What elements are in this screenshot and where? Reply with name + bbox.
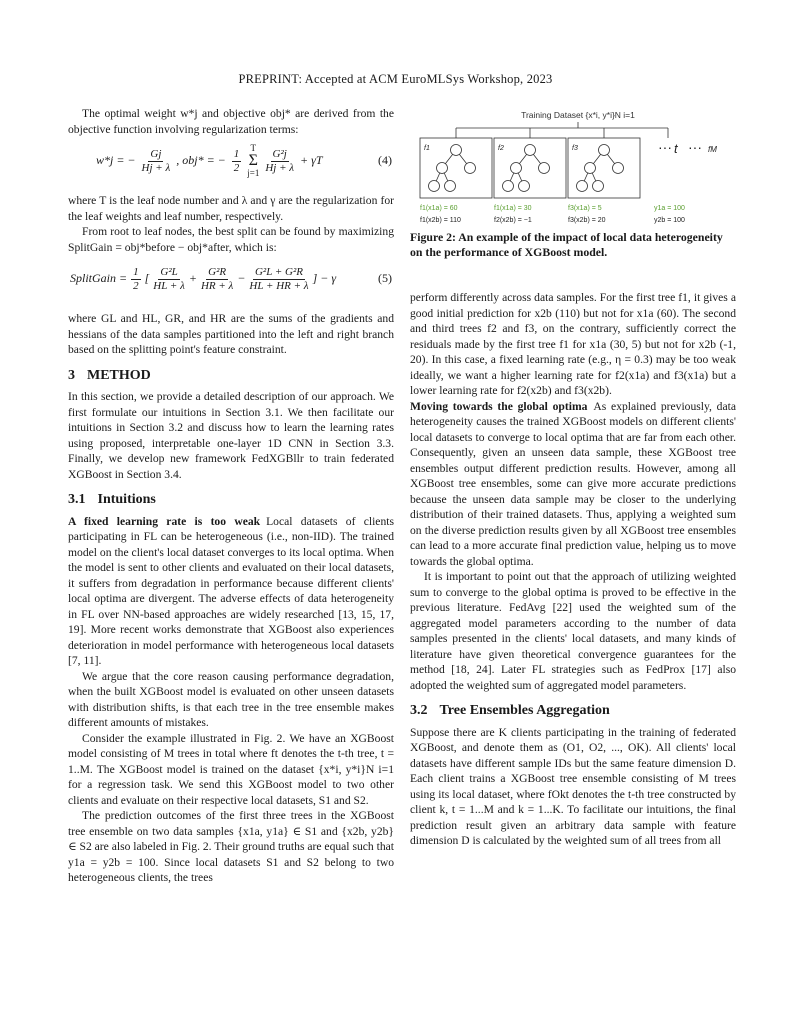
equation-4 <box>68 141 394 187</box>
section-heading: 3 METHOD <box>68 367 151 383</box>
figure-caption: Figure 2: An example of the impact of local data heterogeneity on the performance of XGBoost model. <box>410 230 723 259</box>
dataset-label: Training Dataset {x*i, y*i}N i=1 <box>521 110 635 120</box>
run-in-heading: A fixed learning rate is too weak <box>68 514 261 528</box>
value-label-s1: f1(x1a) = 30 <box>494 205 532 212</box>
tree-node <box>503 181 514 192</box>
tree-node <box>585 163 596 174</box>
tree-node <box>445 181 456 192</box>
equation-number: (4) <box>378 153 392 167</box>
tree-node <box>519 181 530 192</box>
eq-term: + <box>188 271 197 286</box>
eq-term: w*j = − <box>96 153 136 168</box>
paragraph: It is important to point out that the approach of utilizing weighted sum to converge to the global optima is proved to be effective in the previous literature. FedAvg [22] used the weighted sum of the aggregated model parameters according to the number of data samples presented in the clients' local datasets, and many kinds of literature have given theoretical convergence guarantees for the method [18, 24]. Later FL strategies such as FedProx [17] also adopted the weighted sum of aggregated model parameters. <box>410 570 736 692</box>
paragraph: where T is the leaf node number and λ and γ are the regularization for the leaf weights and leaf number, respectively. <box>68 194 394 223</box>
tree-node <box>511 163 522 174</box>
fm-label: fM <box>708 145 717 154</box>
paragraph: The optimal weight w*j and objective obj* are derived from the objective function involving regularization terms: <box>68 107 394 136</box>
tree-diagram <box>410 106 736 226</box>
equation-5 <box>68 259 394 305</box>
tree-label: f1 <box>424 145 430 152</box>
left-column <box>68 106 394 886</box>
paragraph: From root to leaf nodes, the best split can be found by maximizing SplitGain = obj*before − obj*after, which is: <box>68 225 394 254</box>
paragraph: Moving towards the global optima As explained previously, data heterogeneity causes the trained XGBoost models on different clients' local datasets to converge to local optima that are far from each other. Consequently, given an unseen data sample, these XGBoost tree ensembles output different prediction results. However, among all XGBoost tree ensembles, some can give more accurate predictions because the unseen data sample may be closer to the underlying distribution of their trained datasets. Thus, applying a weighted sum on the diverse prediction results given by all XGBoost tree ensembles can lead to a more accurate final prediction value, helping us to move towards the global optima. <box>410 399 736 568</box>
value-label-s1: f3(x1a) = 5 <box>568 205 602 212</box>
paragraph: where GL and HL, GR, and HR are the sums of the gradients and hessians of the data samples partitioned into the left and right branch based on the splitting point's feature constraint. <box>68 312 394 356</box>
tree-node <box>593 181 604 192</box>
tree-node <box>429 181 440 192</box>
eq-term: − <box>237 271 246 286</box>
eq-term: [ <box>144 271 150 286</box>
tree-node <box>599 145 610 156</box>
value-label-s2: f3(x2b) = 20 <box>568 217 606 224</box>
tree-node <box>613 163 624 174</box>
run-in-heading: Moving towards the global optima <box>410 399 588 413</box>
ellipsis: ··· <box>658 139 672 155</box>
value-labels <box>420 205 685 224</box>
value-label-s1: y1a = 100 <box>654 205 685 212</box>
paragraph: perform differently across data samples. For the first tree f1, it gives a good initial prediction for x2b (110) but not for x1a (60). The second and third trees f2 and f3, on the contrary, sufficiently correct the residuals made by the first tree f1 for x1a (30, 5) but not for x2b (-1, 20). In this case, a fixed learning rate (e.g., η = 0.3) may be too weak ideally, we want a higher learning rate for f2(x1a) and f3(x1a) but a lower learning rate for f2(x2b) and f3(x2b). <box>410 291 736 397</box>
tree-label: f2 <box>498 145 504 152</box>
tree-node <box>465 163 476 174</box>
right-column <box>410 290 736 849</box>
paragraph: We argue that the core reason causing performance degradation, when the built XGBoost model is evaluated on other unseen datasets with distribution shifts, is that each tree in the tree ensemble makes different amounts of mistakes. <box>68 669 394 729</box>
tree-node <box>539 163 550 174</box>
eq-term: ] − γ <box>312 271 337 286</box>
tree-group <box>420 138 640 198</box>
fraction: $\frac{\text{G²L + G²R}}{HL + HR + \lambda}$ <box>249 265 309 292</box>
fraction: $\frac{1}{2}$ <box>133 265 139 292</box>
tree-label: f3 <box>572 145 578 152</box>
tree-node <box>525 145 536 156</box>
fraction: $\frac{\text{G²R}}{HR + \lambda}$ <box>200 265 234 292</box>
summation: T Σ j=1 <box>247 143 260 178</box>
eq-term: + γT <box>300 153 323 168</box>
fraction: $\frac{\text{G²L}}{HL + \lambda}$ <box>153 265 185 292</box>
eq-term: , obj* = − <box>176 153 226 168</box>
value-label-s2: y2b = 100 <box>654 217 685 224</box>
value-label-s2: f1(x2b) = 110 <box>420 217 461 224</box>
value-label-s2: f2(x2b) = −1 <box>494 217 532 224</box>
tree-node <box>577 181 588 192</box>
paragraph: Suppose there are K clients participating in the training of federated XGBoost, and denote them as (O1, O2, ..., OK). All clients' local datasets have different sample IDs but the same feature dimension D. Each client trains a XGBoost tree ensemble consisting of M trees using its local dataset, where fOkt denotes the t-th tree constructed by client k, t = 1...M and k = 1...K. To facilitate our intuitions, the final prediction result given an arbitrary data sample with feature dimension D is calculated by the weighted sum of all trees from all <box>410 725 736 847</box>
equation-number: (5) <box>378 271 392 285</box>
fraction: $\frac{Gj}{Hj + \lambda}$ <box>141 147 171 174</box>
subsection-heading: 3.2 Tree Ensembles Aggregation <box>410 703 610 718</box>
tree-node <box>451 145 462 156</box>
tree-node <box>437 163 448 174</box>
eq-term: SplitGain = <box>70 271 128 286</box>
subsection-heading: 3.1 Intuitions <box>68 492 156 507</box>
paragraph: Consider the example illustrated in Fig. 2. We have an XGBoost model consisting of M trees in total where ft denotes the t-th tree, t = 1..M. The XGBoost model is trained on the dataset {x*i, y*i}N i=1 for a regression task. We send this XGBoost model to two other clients and evaluate on their respective local datasets, S1 and S2. <box>68 731 394 807</box>
paragraph: In this section, we provide a detailed description of our approach. We first formulate our intuitions in Section 3.1. We then facilitate our intuitions in Section 3.2 and discuss how to learn the learning rates using proposed, interpretable one-layer 1D CNN in Section 3.3. Finally, we develop new framework FedXGBllr to train federated XGBoost in Section 3.4. <box>68 390 394 481</box>
value-label-s1: f1(x1a) = 60 <box>420 205 458 212</box>
ellipsis: ··· <box>688 139 702 155</box>
fraction: $\frac{\text{G²j}}{Hj + \lambda}$ <box>265 147 295 174</box>
running-header: PREPRINT: Accepted at ACM EuroMLSys Workshop, 2023 <box>238 72 553 86</box>
t-label: t <box>674 141 678 156</box>
paragraph: The prediction outcomes of the first three trees in the XGBoost tree ensemble on two data samples {x1a, y1a} ∈ S1 and {x2b, y2b} ∈ S2 are also labeled in Fig. 2. Their ground truths are equal such that y1a = y2b = 100. Since local datasets S1 and S2 belong to two heterogeneous clients, the trees <box>68 809 394 884</box>
paragraph: A fixed learning rate is too weak Local datasets of clients participating in FL can be heterogeneous (i.e., non-IID). The trained model on the client's local dataset converges to its local optima. When the model is sent to other clients and evaluated on their local datasets, it suffers from degradation in performance because different clients' local optima are divergent. The adverse effects of data heterogeneity in FL over NN-based approaches are widely researched [13, 15, 17, 19]. More recent works demonstrate that XGBoost also experiences deterioration in model performance with heterogeneous local datasets [7, 11]. <box>68 514 394 667</box>
fraction: $\frac{1}{2}$ <box>233 147 240 174</box>
